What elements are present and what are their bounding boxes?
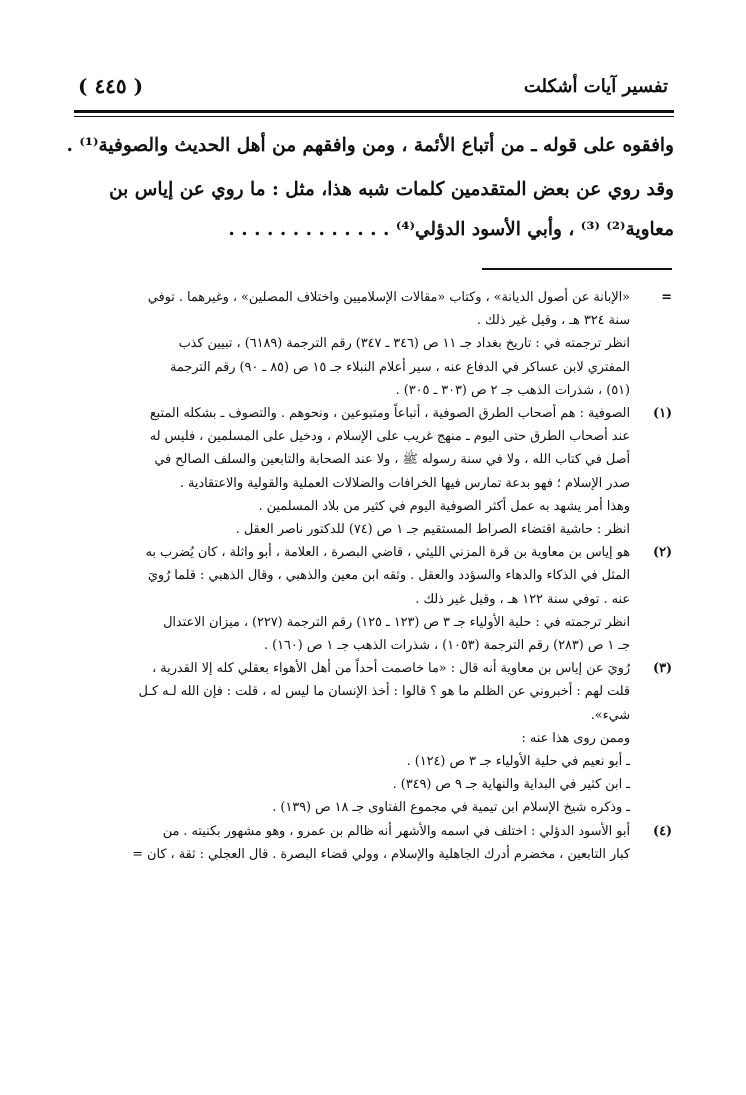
footnote-text: انظر ترجمته في : حلية الأولياء جـ ٣ ص (١٢٣ ـ ١٢٥) رقم الترجمة (٢٢٧) ، ميزان الاعتدال <box>163 614 630 630</box>
footnote-text: رُويَ عن إياس بن معاوية أنه قال : «ما خاصمت أحداً من أهل الأهواء بعقلي كله إلا القدرية ، <box>152 661 630 677</box>
footnote-line <box>60 680 672 703</box>
footnote-text: ـ ابن كثير في البداية والنهاية جـ ٩ ص (٣٤٩) . <box>392 777 630 793</box>
footnote-text: جـ ١ ص (٢٨٣) رقم الترجمة (١٠٥٣) ، شذرات الذهب جـ ١ ص (١٦٠) . <box>264 638 630 653</box>
footnote-line <box>60 773 672 796</box>
footnote-line <box>60 657 672 680</box>
header-rule-thick <box>74 110 674 113</box>
footnote-text: أبو الأسود الدؤلي : اختلف في اسمه والأشهر أنه ظالم بن عمرو ، وهو مشهور بكنيته . من <box>162 823 630 839</box>
footnote-line <box>60 843 672 866</box>
footnote-line <box>60 588 672 611</box>
footnote-text: (٥١) ، شذرات الذهب جـ ٢ ص (٣٠٣ ـ ٣٠٥) . <box>395 382 630 398</box>
footnote-number: (٤) <box>653 823 672 839</box>
footnote-line <box>60 472 672 495</box>
footnote-text: عند أصحاب الطرق حتى اليوم ـ منهج غريب على الإسلام ، ودخيل على المسلمين ، فليس له <box>149 429 630 445</box>
footnote-text: الصوفية : هم أصحاب الطرق الصوفية ، أتباعاً ومتبوعين ، ونحوهم . والتصوف ـ بشكله المتبع <box>149 406 630 421</box>
footnote-text: المفتري لابن عساكر في الدفاع عنه ، سير أعلام النبلاء جـ ١٥ ص (٨٥ ـ ٩٠) رقم الترجمة <box>170 359 630 375</box>
page-number: ( ٤٤٥ ) <box>78 74 144 98</box>
footnote-line <box>60 495 672 518</box>
footnote-number: (٣) <box>653 661 672 677</box>
footnote-text: قلت لهم : أخبروني عن الظلم ما هو ؟ قالوا : أخذ الإنسان ما ليس له ، قلت : فإن الله لـه كـل <box>138 684 630 700</box>
running-title: تفسير آيات أشكلت <box>523 76 668 97</box>
footnote-line <box>60 332 672 355</box>
footnote-text: أصل في كتاب الله ، ولا في سنة رسوله ﷺ ، ولا عند الصحابة والتابعين والسلف الصالح في <box>154 452 630 468</box>
footnote-line <box>60 704 672 727</box>
footnote-line <box>60 820 672 843</box>
page-header <box>78 66 668 106</box>
footnote-line <box>60 518 672 541</box>
footnote-separator <box>482 268 672 270</box>
footnote-text: انظر : حاشية اقتضاء الصراط المستقيم جـ ١ ص (٧٤) للدكتور ناصر العقل . <box>235 522 630 537</box>
footnote-line <box>60 448 672 471</box>
footnote-number: (٢) <box>653 545 672 561</box>
footnote-line <box>60 356 672 379</box>
footnote-text: صدر الإسلام ؛ فهو بدعة تمارس فيها الخرافات والضلالات العملية والقولية والاعتقادية . <box>179 475 630 491</box>
footnote-text: هو إياس بن معاوية بن قرة المزني الليثي ، قاضي البصرة ، العلامة ، أبو واثلة ، كان يُضرب به <box>145 545 630 561</box>
footnote-line <box>60 309 672 332</box>
footnote-line <box>60 541 672 564</box>
footnote-text: شيء». <box>590 707 630 723</box>
footnote-text: «الإبانة عن أصول الديانة» ، وكتاب «مقالات الإسلاميين واختلاف المصلين» ، وغيرهما . توفي <box>147 290 630 305</box>
footnote-text: وممن روى هذا عنه : <box>521 730 630 746</box>
footnote-text: انظر ترجمته في : تاريخ بغداد جـ ١١ ص (٣٤٦ ـ ٣٤٧) رقم الترجمة (٦١٨٩) ، تبيين كذب <box>178 336 630 352</box>
footnote-text: سنة ٣٢٤ هـ ، وقيل غير ذلك . <box>476 313 630 329</box>
footnote-line <box>60 379 672 402</box>
footnote-text: كبار التابعين ، مخضرم أدرك الجاهلية والإسلام ، وولي قضاء البصرة . قال العجلي : ثقة ، كان = <box>132 846 630 862</box>
footnote-line <box>60 727 672 750</box>
footnote-line <box>60 796 672 819</box>
main-text-line: معاوية⁽²⁾ ⁽³⁾ ، وأبي الأسود الدؤلي⁽⁴⁾ . . . . . . . . . . . . . <box>228 219 674 240</box>
footnote-text: المثل في الذكاء والدهاء والسؤدد والعقل . وثقه ابن معين والذهبي ، وقال الذهبي : قلما رُويَ <box>147 568 630 584</box>
footnote-number: (١) <box>653 406 672 421</box>
footnote-text: ـ وذكره شيخ الإسلام ابن تيمية في مجموع الفتاوى جـ ١٨ ص (١٣٩) . <box>272 800 630 816</box>
footnote-text: ـ أبو نعيم في حلية الأولياء جـ ٣ ص (١٢٤) . <box>406 754 630 769</box>
main-text-line: وقد روي عن بعض المتقدمين كلمات شبه هذا، مثل : ما روي عن إياس بن <box>109 179 674 200</box>
footnote-line <box>60 634 672 657</box>
footnote-line <box>60 402 672 425</box>
footnote-line <box>60 750 672 773</box>
footnote-line <box>60 564 672 587</box>
footnote-line <box>60 611 672 634</box>
footnote-line <box>60 425 672 448</box>
header-rule-thin <box>74 116 674 117</box>
footnote-text: عنه . توفي سنة ١٢٢ هـ ، وقيل غير ذلك . <box>415 591 630 607</box>
footnote-text: وهذا أمر يشهد به عمل أكثر الصوفية اليوم في كثير من بلاد المسلمين . <box>258 498 630 514</box>
main-text-line: وافقوه على قوله ـ من أتباع الأئمة ، ومن وافقهم من أهل الحديث والصوفية⁽¹⁾ . <box>66 135 674 156</box>
footnote-number: = <box>661 290 672 305</box>
footnote-line <box>60 286 672 309</box>
